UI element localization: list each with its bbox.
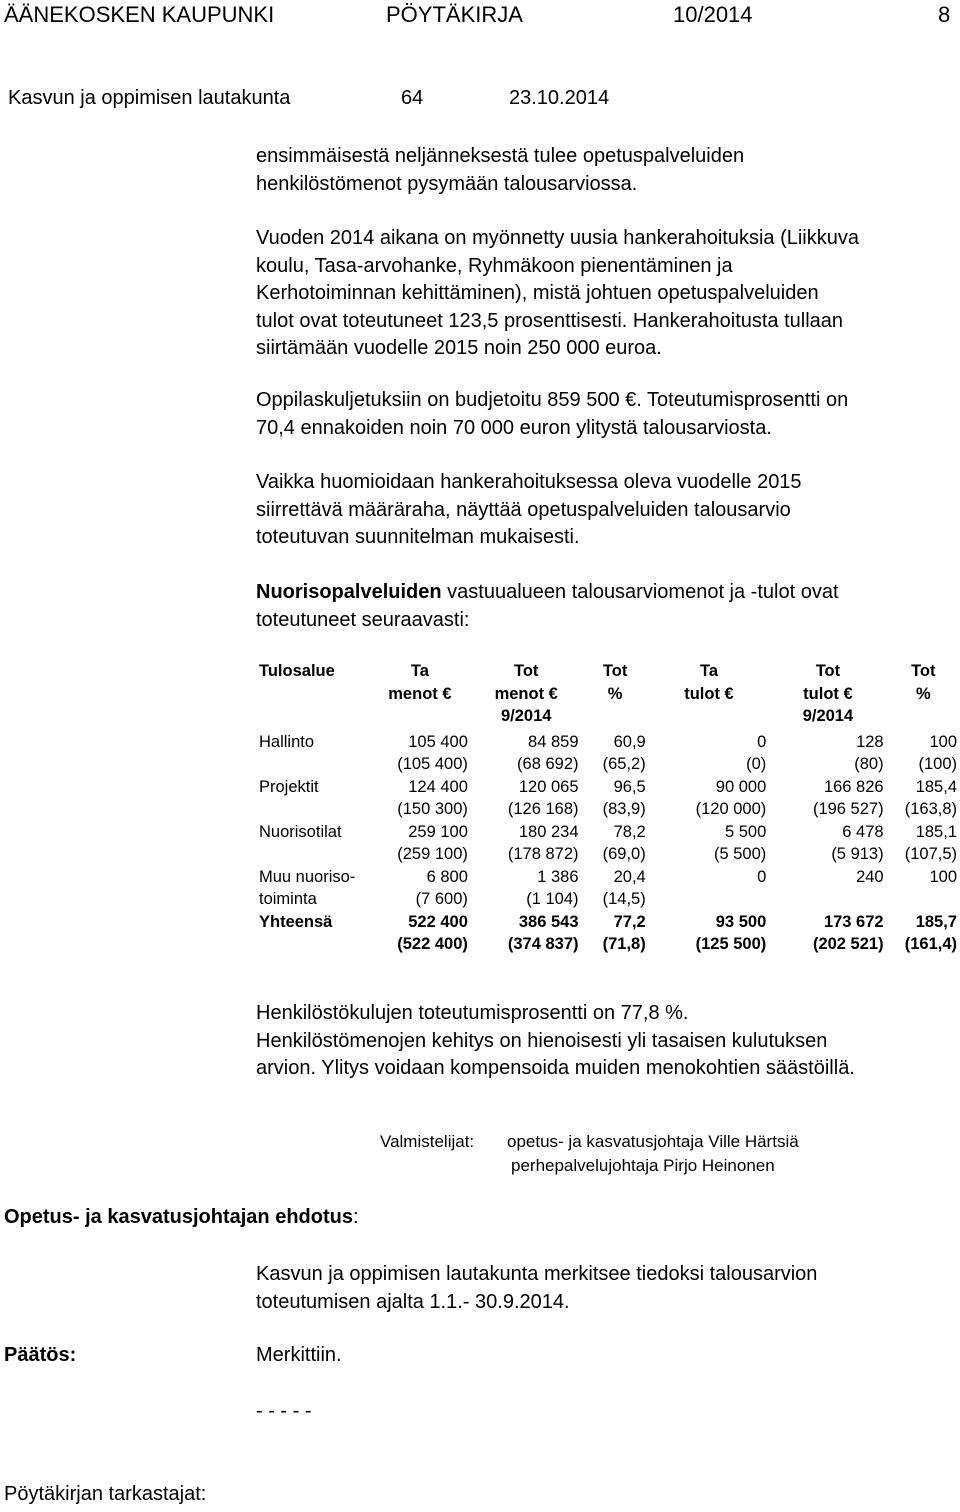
text-line: Henkilöstömenojen kehitys on hienoisesti yli tasaisen kulutuksen [256, 1029, 828, 1052]
table-row [256, 866, 960, 911]
text-line: 70,4 ennakoiden noin 70 000 euron ylitystä talousarviosta. [256, 416, 772, 439]
value-cell: 105 400 (105 400) [397, 732, 468, 773]
budget-table [256, 660, 960, 956]
text-line [256, 579, 839, 607]
value-cell: 185,7 (161,4) [904, 912, 957, 953]
value-cell: 173 672 (202 521) [812, 912, 884, 953]
value-cell: 185,1 (107,5) [904, 822, 957, 863]
value-cell: 0 (0) [746, 732, 767, 773]
value-cell: 100 [929, 867, 957, 886]
value-cell: 128 (80) [854, 732, 884, 773]
value-cell: 6 800 (7 600) [415, 867, 468, 908]
header-cell: Tot % [602, 662, 628, 703]
meeting-date: 23.10.2014 [509, 87, 610, 109]
value-cell: 166 826 (196 527) [812, 777, 884, 818]
text-line: koulu, Tasa-arvohanke, Ryhmäkoon pienentäminen ja [256, 254, 733, 277]
decision-label: Päätös: [4, 1344, 77, 1366]
header-cell: Tulosalue [259, 662, 335, 680]
text-line: tulot ovat toteutuneet 123,5 prosenttisesti. Hankerahoitusta tullaan [256, 309, 844, 332]
value-cell: 60,9 (65,2) [602, 732, 646, 773]
row-label: Muu nuoriso- toiminta [259, 867, 356, 908]
text-line: toteutuvan suunnitelman mukaisesti. [256, 526, 580, 548]
value-cell: 6 478 (5 913) [831, 822, 884, 863]
row-label: Yhteensä [259, 912, 333, 931]
value-cell: 78,2 (69,0) [602, 822, 646, 863]
preparer-2: perhepalvelujohtaja Pirjo Heinonen [511, 1156, 775, 1175]
preparer-1: opetus- ja kasvatusjohtaja Ville Härtsiä [507, 1132, 799, 1151]
table-header-row [256, 660, 960, 731]
text-line: Kerhotoiminnan kehittäminen), mistä johtuen opetuspalveluiden [256, 282, 819, 304]
text-line: henkilöstömenot pysymään talousarviossa. [256, 172, 638, 195]
text-line: siirrettävä määräraha, näyttää opetuspalveluiden talousarvio [256, 498, 791, 521]
text-line: toteutumisen ajalta 1.1.- 30.9.2014. [256, 1290, 570, 1313]
header-cell: Tot tulot € 9/2014 [802, 662, 854, 725]
value-cell: 93 500 (125 500) [695, 912, 767, 953]
value-cell: 386 543 (374 837) [507, 912, 579, 953]
row-label: Projektit [259, 777, 319, 796]
org-name: ÄÄNEKOSKEN KAUPUNKI [4, 2, 275, 27]
value-cell: 1 386 (1 104) [526, 867, 579, 908]
value-cell: 180 234 (178 872) [507, 822, 579, 863]
text-line: ensimmäisestä neljänneksestä tulee opetuspalveluiden [256, 145, 745, 167]
value-cell: 90 000 (120 000) [695, 777, 767, 818]
page-number: 8 [938, 2, 951, 27]
paragraph-4 [256, 469, 802, 552]
header-cell: Ta tulot € [684, 662, 734, 703]
text-line: siirtämään vuodelle 2015 noin 250 000 euroa. [256, 337, 662, 359]
decision-text: Merkittiin. [256, 1344, 342, 1366]
value-cell: 124 400 (150 300) [397, 777, 468, 818]
doc-number: 10/2014 [673, 2, 753, 27]
text-line: Oppilaskuljetuksiin on budjetoitu 859 500 €. Toteutumisprosentti on [256, 389, 849, 411]
paragraph-3 [256, 387, 848, 442]
table-total-row [256, 911, 960, 956]
table-row [256, 731, 960, 776]
row-label: Hallinto [259, 732, 315, 751]
prepared-label: Valmistelijat: [380, 1132, 475, 1151]
value-cell: 522 400 (522 400) [397, 912, 468, 953]
value-cell: 20,4 (14,5) [602, 867, 646, 908]
value-cell: 185,4 (163,8) [904, 777, 957, 818]
table-row [256, 776, 960, 821]
reviewers-label: Pöytäkirjan tarkastajat: [4, 1483, 207, 1505]
committee-name: Kasvun ja oppimisen lautakunta [8, 87, 291, 109]
paragraph-1 [256, 143, 744, 198]
text-line: Kasvun ja oppimisen lautakunta merkitsee tiedoksi talousarvion [256, 1263, 818, 1285]
value-cell: 5 500 (5 500) [713, 822, 767, 863]
header-cell: Tot menot € 9/2014 [494, 662, 558, 725]
value-cell: 0 [757, 867, 767, 886]
proposal-label: Opetus- ja kasvatusjohtajan ehdotus: [4, 1206, 359, 1228]
header-cell: Ta menot € [388, 662, 452, 703]
value-cell: 259 100 (259 100) [397, 822, 468, 863]
text-line: arvion. Ylitys voidaan kompensoida muiden menokohtien säästöillä. [256, 1057, 855, 1079]
row-label: Nuorisotilat [259, 822, 342, 841]
value-cell: 240 [856, 867, 884, 886]
nuoriso-intro [256, 579, 839, 634]
proposal-text [256, 1261, 817, 1316]
nuoriso-rest: vastuualueen talousarviomenot ja -tulot ovat [441, 581, 839, 603]
text-line: Vaikka huomioidaan hankerahoituksessa oleva vuodelle 2015 [256, 471, 802, 493]
value-cell: 96,5 (83,9) [602, 777, 646, 818]
value-cell: 84 859 (68 692) [517, 732, 579, 773]
section-number: 64 [401, 87, 424, 109]
value-cell: 100 (100) [918, 732, 957, 773]
nuoriso-bold: Nuorisopalveluiden [256, 581, 442, 603]
decision-dashes: - - - - - [256, 1400, 312, 1422]
text-line: toteutuneet seuraavasti: [256, 608, 470, 631]
table-row [256, 821, 960, 866]
header-cell: Tot % [911, 662, 936, 703]
text-line: Vuoden 2014 aikana on myönnetty uusia hankerahoituksia (Liikkuva [256, 227, 859, 249]
paragraph-2 [256, 225, 859, 363]
text-line: Henkilöstökulujen toteutumisprosentti on 77,8 %. [256, 1002, 689, 1024]
doc-type: PÖYTÄKIRJA [386, 2, 523, 27]
value-cell: 120 065 (126 168) [507, 777, 579, 818]
value-cell: 77,2 (71,8) [602, 912, 646, 953]
personnel-summary [256, 1000, 855, 1083]
